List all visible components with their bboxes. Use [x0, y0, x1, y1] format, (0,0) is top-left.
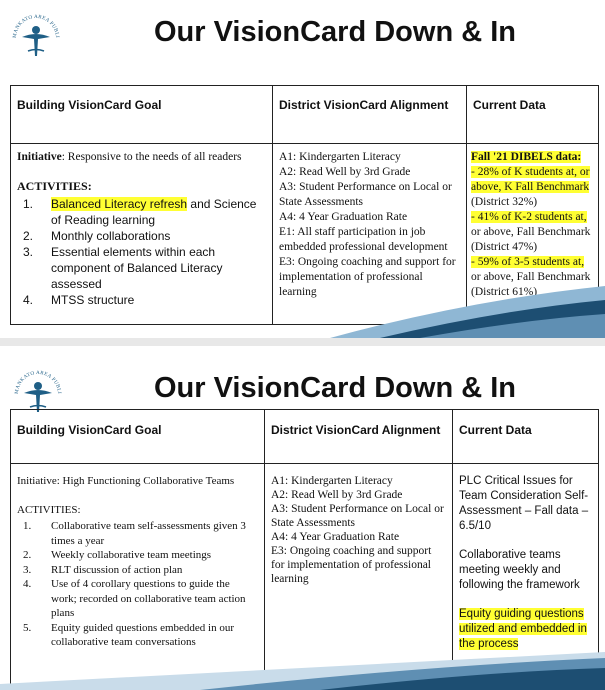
data-item: - 59% of 3-5 students at, or above, Fall Benchmark (District 61%) — [471, 256, 591, 298]
list-item: 1. Collaborative team self-assessments given 3 times a year — [23, 520, 246, 547]
alignment-item: A3: Student Performance on Local or State Assessments — [271, 503, 444, 529]
school-logo-icon — [8, 4, 64, 60]
alignment-item: A3: Student Performance on Local or State Assessments — [279, 181, 452, 208]
list-item: 1. Balanced Literacy refresh and Science of Reading learning — [23, 197, 257, 227]
data-item: - 28% of K students at, or above, K Fall Benchmark (District 32%) — [471, 166, 590, 208]
slide-title: Our VisionCard Down & In — [154, 16, 516, 48]
alignment-item: A2: Read Well by 3rd Grade — [279, 166, 411, 178]
alignment-item: E3: Ongoing coaching and support for implementation of professional learning — [279, 256, 456, 298]
slide-2 — [0, 346, 605, 690]
list-item: 5. Equity guided questions embedded in our collaborative team conversations — [23, 621, 234, 648]
alignment-item: A4: 4 Year Graduation Rate — [271, 531, 400, 543]
list-item: 2. Weekly collaborative team meetings — [23, 549, 212, 561]
initiative-line: Initiative: High Functioning Collaborative Teams — [17, 475, 235, 487]
header-building-goal: Building VisionCard Goal — [11, 86, 273, 144]
school-logo-icon — [10, 360, 66, 416]
decorative-wave — [0, 632, 605, 690]
data-paragraph-highlighted: Equity guiding questions utilized and embedded in the process — [459, 608, 587, 650]
school-logo — [8, 4, 64, 60]
initiative-line: Initiative: Responsive to the needs of all readers — [17, 151, 242, 163]
logo-text: MANKATO AREA PUBLI — [13, 369, 63, 395]
data-paragraph: Collaborative teams meeting weekly and following the framework — [459, 549, 580, 591]
list-item: 4. MTSS structure — [23, 293, 135, 307]
activities-list — [17, 519, 258, 650]
slide-1 — [0, 0, 605, 338]
header-current-data: Current Data — [467, 86, 599, 144]
alignment-item: A2: Read Well by 3rd Grade — [271, 489, 403, 501]
activities-heading: ACTIVITIES: — [17, 503, 81, 516]
header-building-goal: Building VisionCard Goal — [11, 410, 265, 464]
data-paragraph: PLC Critical Issues for Team Consideration Self-Assessment – Fall data – 6.5/10 — [459, 475, 589, 532]
table-header-row — [11, 86, 599, 144]
activities-heading: ACTIVITIES: — [17, 179, 92, 193]
data-item: - 41% of K-2 students at, or above, Fall Benchmark (District 47%) — [471, 211, 591, 253]
slide-separator — [0, 338, 605, 346]
decorative-wave — [0, 278, 605, 338]
logo-text: MANKATO AREA PUBLI — [11, 13, 61, 39]
header-district-alignment: District VisionCard Alignment — [273, 86, 467, 144]
table-header-row — [11, 410, 599, 464]
list-item: 3. Essential elements within each component of Balanced Literacy assessed — [23, 245, 223, 291]
header-district-alignment: District VisionCard Alignment — [265, 410, 453, 464]
slide-title: Our VisionCard Down & In — [154, 372, 516, 404]
alignment-item: E1: All staff participation in job embedded professional development — [279, 226, 448, 253]
list-item: 4. Use of 4 corollary questions to guide the work; recorded on collaborative team action plans — [23, 578, 246, 619]
alignment-item: A1: Kindergarten Literacy — [271, 475, 393, 487]
header-current-data: Current Data — [453, 410, 599, 464]
list-item: 3. RLT discussion of action plan — [23, 563, 183, 576]
school-logo — [10, 360, 66, 416]
data-heading: Fall '21 DIBELS data: — [471, 151, 582, 163]
alignment-item: A1: Kindergarten Literacy — [279, 151, 401, 163]
list-item: 2. Monthly collaborations — [23, 229, 171, 243]
alignment-item: A4: 4 Year Graduation Rate — [279, 211, 408, 223]
alignment-item: E3: Ongoing coaching and support for implementation of professional learning — [271, 545, 432, 585]
